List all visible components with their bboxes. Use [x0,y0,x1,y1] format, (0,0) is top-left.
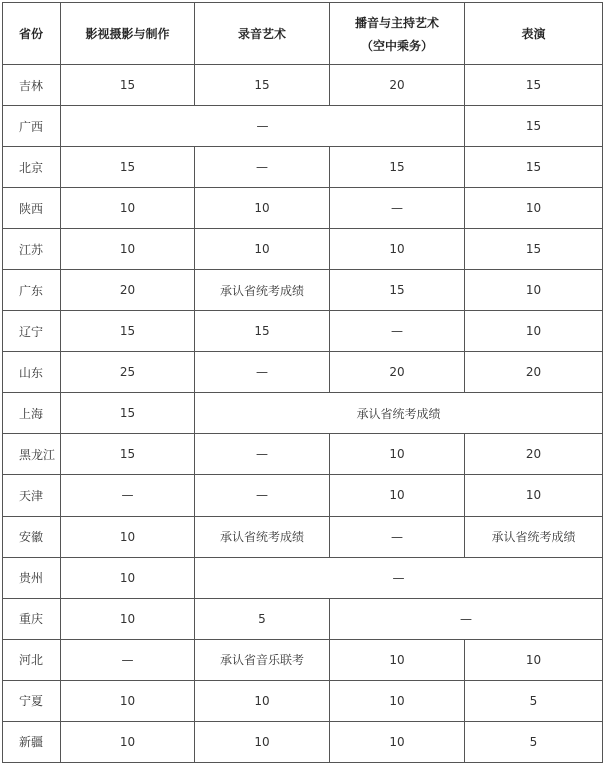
table-cell: 15 [61,311,195,352]
table-cell: — [195,475,330,516]
province-cell: 北京 [3,147,61,188]
table-cell: — [195,352,330,393]
table-cell: 10 [61,680,195,721]
table-cell: 10 [61,598,195,639]
header-film-photography: 影视摄影与制作 [61,3,195,65]
table-row [3,188,603,229]
province-cell: 贵州 [3,557,61,598]
table-cell: 10 [61,516,195,557]
table-cell: 承认省统考成绩 [195,393,603,434]
table-cell: 10 [195,188,330,229]
province-cell: 重庆 [3,598,61,639]
province-cell: 广西 [3,106,61,147]
header-performance: 表演 [465,3,603,65]
table-cell: 20 [465,352,603,393]
province-cell: 安徽 [3,516,61,557]
table-cell: — [330,311,465,352]
table-cell: 10 [330,229,465,270]
province-cell: 河北 [3,639,61,680]
table-cell: 15 [61,147,195,188]
table-cell: — [61,475,195,516]
table-row [3,393,603,434]
province-cell: 吉林 [3,65,61,106]
province-cell: 辽宁 [3,311,61,352]
table-cell: 10 [465,311,603,352]
province-cell: 山东 [3,352,61,393]
table-cell: 10 [61,557,195,598]
table-cell: 25 [61,352,195,393]
table-cell: 10 [330,680,465,721]
table-cell: 10 [330,639,465,680]
table-cell: 10 [61,721,195,762]
table-cell: 10 [195,680,330,721]
header-broadcasting-line1: 播音与主持艺术 [354,15,439,30]
table-row [3,352,603,393]
province-cell: 天津 [3,475,61,516]
table-cell: 10 [195,229,330,270]
province-cell: 广东 [3,270,61,311]
province-cell: 陕西 [3,188,61,229]
header-row [3,3,603,65]
table-row [3,639,603,680]
table-cell: 10 [330,721,465,762]
table-cell: 10 [465,188,603,229]
table-cell: 5 [465,680,603,721]
table-cell: 10 [465,270,603,311]
table-row [3,65,603,106]
table-cell: — [195,147,330,188]
table-cell: 10 [195,721,330,762]
table-row [3,311,603,352]
table-cell: 10 [61,229,195,270]
table-cell: 15 [195,65,330,106]
table-cell: 20 [61,270,195,311]
table-cell: — [61,106,465,147]
table-cell: 承认省统考成绩 [465,516,603,557]
table-row [3,557,603,598]
province-cell: 新疆 [3,721,61,762]
table-cell: — [330,516,465,557]
table-cell: 承认省音乐联考 [195,639,330,680]
province-cell: 江苏 [3,229,61,270]
table-cell: 5 [195,598,330,639]
table-cell: 20 [330,65,465,106]
header-broadcasting [330,3,465,65]
table-cell: 10 [330,434,465,475]
province-cell: 宁夏 [3,680,61,721]
table-row [3,475,603,516]
table-row [3,598,603,639]
table-cell: 20 [465,434,603,475]
table-row [3,680,603,721]
table-cell: 5 [465,721,603,762]
table-cell: 15 [465,229,603,270]
table-cell: 10 [330,475,465,516]
table-row [3,434,603,475]
table-cell: — [61,639,195,680]
table-cell: 15 [330,270,465,311]
table-cell: 15 [330,147,465,188]
table-cell: 20 [330,352,465,393]
table-row [3,106,603,147]
table-cell: — [195,557,603,598]
table-cell: 15 [61,65,195,106]
quota-table [2,2,603,763]
table-row [3,270,603,311]
header-recording-art: 录音艺术 [195,3,330,65]
table-cell: 15 [61,434,195,475]
table-row [3,229,603,270]
table-cell: 15 [195,311,330,352]
table-cell: — [330,188,465,229]
province-cell: 黑龙江 [3,434,61,475]
table-cell: 10 [465,475,603,516]
table-cell: 15 [61,393,195,434]
header-broadcasting-line2: （空中乘务） [360,38,433,53]
table-row [3,721,603,762]
table-cell: 承认省统考成绩 [195,516,330,557]
table-row [3,147,603,188]
table-cell: 10 [465,639,603,680]
table-cell: 10 [61,188,195,229]
table-cell: 承认省统考成绩 [195,270,330,311]
header-province: 省份 [3,3,61,65]
table-cell: — [195,434,330,475]
table-cell: — [330,598,603,639]
province-cell: 上海 [3,393,61,434]
table-row [3,516,603,557]
table-cell: 15 [465,106,603,147]
table-cell: 15 [465,65,603,106]
table-cell: 15 [465,147,603,188]
